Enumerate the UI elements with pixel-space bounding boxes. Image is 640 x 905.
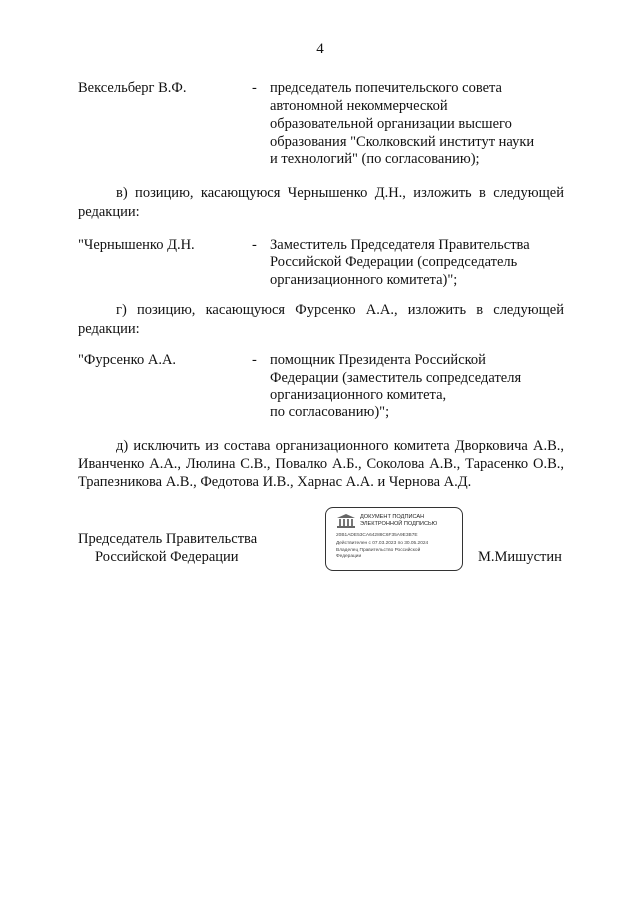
member-name-fursenko: "Фурсенко А.А. <box>78 352 177 368</box>
stamp-owner: Федерации <box>336 554 362 559</box>
paragraph-d-line: Иванченко А.А., Люлина С.В., Повалко А.Б., Соколова А.В., Тарасенко О.В., <box>78 456 564 472</box>
member-desc-line: организационного комитета)"; <box>270 272 458 288</box>
stamp-owner: Владелец Правительство Российской <box>336 548 421 553</box>
signatory-name: М.Мишустин <box>478 549 562 565</box>
member-desc-line: Российской Федерации (сопредседатель <box>270 254 518 270</box>
paragraph-g: г) позицию, касающуюся Фурсенко А.А., изложить в следующей <box>116 302 564 318</box>
entry-dash: - <box>252 352 257 368</box>
emblem-icon <box>336 513 356 529</box>
member-desc-line: и технологий" (по согласованию); <box>270 151 480 167</box>
electronic-signature-stamp <box>325 507 463 571</box>
entry-dash: - <box>252 80 257 96</box>
member-desc-line: организационного комитета, <box>270 387 447 403</box>
member-name-chernyshenko: "Чернышенко Д.Н. <box>78 237 195 253</box>
member-desc-line: председатель попечительского совета <box>270 80 502 96</box>
paragraph-d-line: Трапезникова А.В., Федотова И.В., Харнас А.А. и Чернова А.Д. <box>78 474 472 490</box>
member-desc-line: Заместитель Председателя Правительства <box>270 237 530 253</box>
page-number: 4 <box>316 41 324 57</box>
signatory-title: Российской Федерации <box>95 549 239 565</box>
signatory-title: Председатель Правительства <box>78 531 258 547</box>
stamp-certificate: 20B1ADE53CA64288C6F35A9E3B7E <box>336 533 418 538</box>
paragraph-d: д) исключить из состава организационного комитета Дворковича А.В., <box>116 438 564 454</box>
stamp-validity: Действителен с 07.03.2023 по 30.05.2024 <box>336 541 429 546</box>
entry-dash: - <box>252 237 257 253</box>
member-desc-line: образования "Сколковский институт науки <box>270 134 535 150</box>
stamp-header: ДОКУМЕНТ ПОДПИСАН ЭЛЕКТРОННОЙ ПОДПИСЬЮ <box>360 514 438 527</box>
member-desc-line: помощник Президента Российской <box>270 352 486 368</box>
member-desc-line: образовательной организации высшего <box>270 116 512 132</box>
member-name-vekselberg: Вексельберг В.Ф. <box>78 80 187 96</box>
paragraph-v-cont: редакции: <box>78 204 140 220</box>
paragraph-v: в) позицию, касающуюся Чернышенко Д.Н., изложить в следующей <box>116 185 564 201</box>
member-desc-line: Федерации (заместитель сопредседателя <box>270 370 522 386</box>
member-desc-line: автономной некоммерческой <box>270 98 448 114</box>
member-desc-line: по согласованию)"; <box>270 404 390 420</box>
paragraph-g-cont: редакции: <box>78 321 140 337</box>
